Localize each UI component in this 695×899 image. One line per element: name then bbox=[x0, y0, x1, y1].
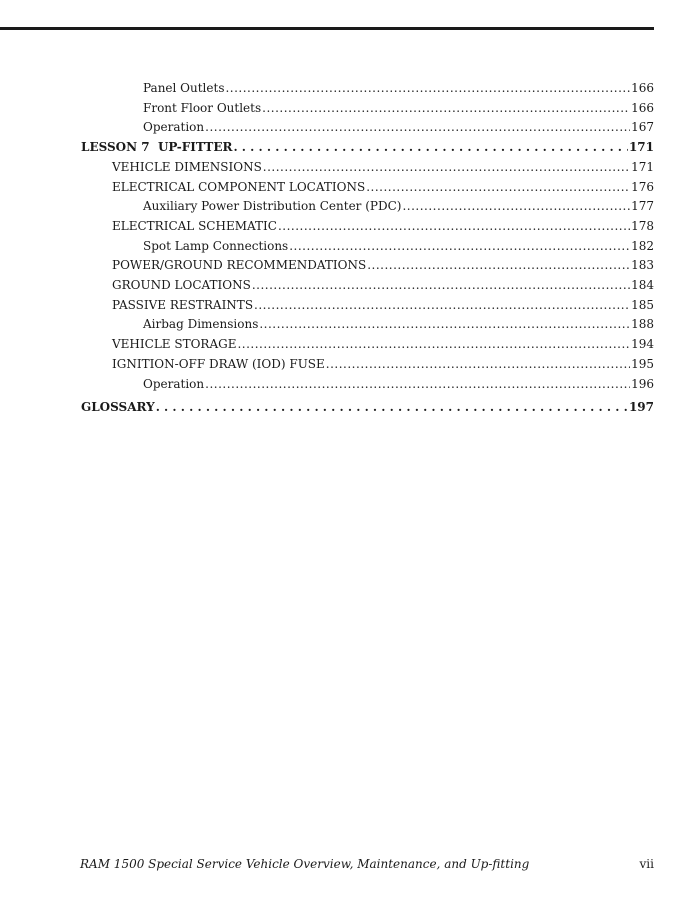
toc-entry-page: 171 bbox=[628, 140, 654, 155]
toc-entry-title: ELECTRICAL COMPONENT LOCATIONS bbox=[112, 179, 366, 194]
toc-dot-leader bbox=[254, 296, 630, 314]
toc-entry-page: 167 bbox=[631, 120, 654, 135]
toc-entry[interactable] bbox=[143, 375, 654, 393]
toc-entry[interactable] bbox=[143, 237, 654, 255]
toc-entry-title: Operation bbox=[143, 376, 205, 391]
toc-lesson-heading[interactable] bbox=[81, 138, 654, 156]
toc-entry-page: 197 bbox=[628, 400, 654, 414]
toc-dot-leader bbox=[233, 138, 627, 156]
toc-dot-leader bbox=[252, 276, 630, 294]
toc-entry-page: 166 bbox=[631, 81, 654, 95]
toc-entry-title: Airbag Dimensions bbox=[143, 317, 259, 332]
toc-entry-title: GROUND LOCATIONS bbox=[112, 278, 251, 292]
toc-entry-page: 184 bbox=[631, 278, 654, 292]
toc-dot-leader bbox=[326, 355, 630, 373]
footer-page-number: vii bbox=[639, 857, 654, 871]
toc-entry-page: 182 bbox=[631, 238, 654, 253]
toc-dot-leader bbox=[263, 158, 630, 176]
toc-entry-page: 178 bbox=[631, 218, 654, 233]
toc-entry-page: 188 bbox=[631, 317, 654, 332]
toc-entry-title: VEHICLE STORAGE bbox=[112, 337, 237, 352]
toc-entry-page: 194 bbox=[631, 337, 654, 352]
toc-entry-title: IGNITION-OFF DRAW (IOD) FUSE bbox=[112, 356, 325, 371]
header-rule bbox=[0, 27, 654, 30]
toc-entry[interactable] bbox=[143, 197, 654, 215]
toc-entry-page: 171 bbox=[631, 159, 654, 174]
toc-entry[interactable] bbox=[112, 335, 654, 353]
toc-entry-title: POWER/GROUND RECOMMENDATIONS bbox=[112, 258, 367, 273]
toc-entry[interactable] bbox=[112, 296, 654, 314]
toc-entry-title: GLOSSARY bbox=[81, 400, 155, 414]
toc-entry-page: 176 bbox=[631, 179, 654, 194]
toc-entry-title: VEHICLE DIMENSIONS bbox=[112, 159, 262, 174]
toc-dot-leader bbox=[262, 99, 630, 117]
toc-entry-title: PASSIVE RESTRAINTS bbox=[112, 297, 254, 312]
toc-dot-leader bbox=[225, 79, 630, 97]
toc-dot-leader bbox=[366, 178, 630, 196]
toc-entry[interactable] bbox=[112, 178, 654, 196]
toc-dot-leader bbox=[259, 315, 630, 333]
toc-dot-leader bbox=[289, 237, 630, 255]
toc-dot-leader bbox=[156, 398, 628, 416]
toc-entry-title: Front Floor Outlets bbox=[143, 100, 262, 115]
toc-dot-leader bbox=[402, 197, 630, 215]
toc-entry[interactable] bbox=[143, 99, 654, 117]
toc-entry-page: 196 bbox=[631, 376, 654, 391]
toc-entry-page: 185 bbox=[631, 297, 654, 312]
toc-dot-leader bbox=[237, 335, 630, 353]
toc-entry[interactable] bbox=[112, 256, 654, 274]
toc-entry-page: 195 bbox=[631, 356, 654, 371]
toc-entry[interactable] bbox=[112, 355, 654, 373]
toc-entry-title: Operation bbox=[143, 120, 205, 135]
toc-dot-leader bbox=[278, 217, 630, 235]
toc-entry-title: Spot Lamp Connections bbox=[143, 238, 289, 253]
toc-entry-page: 166 bbox=[631, 100, 654, 115]
toc-entry[interactable] bbox=[143, 79, 654, 97]
toc-entry[interactable] bbox=[112, 158, 654, 176]
toc-entry[interactable] bbox=[112, 276, 654, 294]
toc-entry-title: Auxiliary Power Distribution Center (PDC) bbox=[143, 199, 402, 214]
toc-entry-page: 183 bbox=[631, 258, 654, 273]
toc-dot-leader bbox=[367, 256, 630, 274]
toc-dot-leader bbox=[205, 118, 630, 136]
toc-entry[interactable] bbox=[143, 315, 654, 333]
toc-dot-leader bbox=[205, 375, 630, 393]
toc-entry-title: ELECTRICAL SCHEMATIC bbox=[112, 218, 277, 233]
toc-entry[interactable] bbox=[143, 118, 654, 136]
toc-entry[interactable] bbox=[112, 217, 654, 235]
toc-entry-page: 177 bbox=[631, 199, 654, 214]
toc-glossary-heading[interactable] bbox=[81, 398, 654, 416]
toc-entry-title: LESSON 7 UP-FITTER bbox=[81, 140, 233, 155]
toc-entry-title: Panel Outlets bbox=[143, 81, 225, 95]
footer-document-title: RAM 1500 Special Service Vehicle Overview, Maintenance, and Up-fitting bbox=[80, 857, 530, 871]
